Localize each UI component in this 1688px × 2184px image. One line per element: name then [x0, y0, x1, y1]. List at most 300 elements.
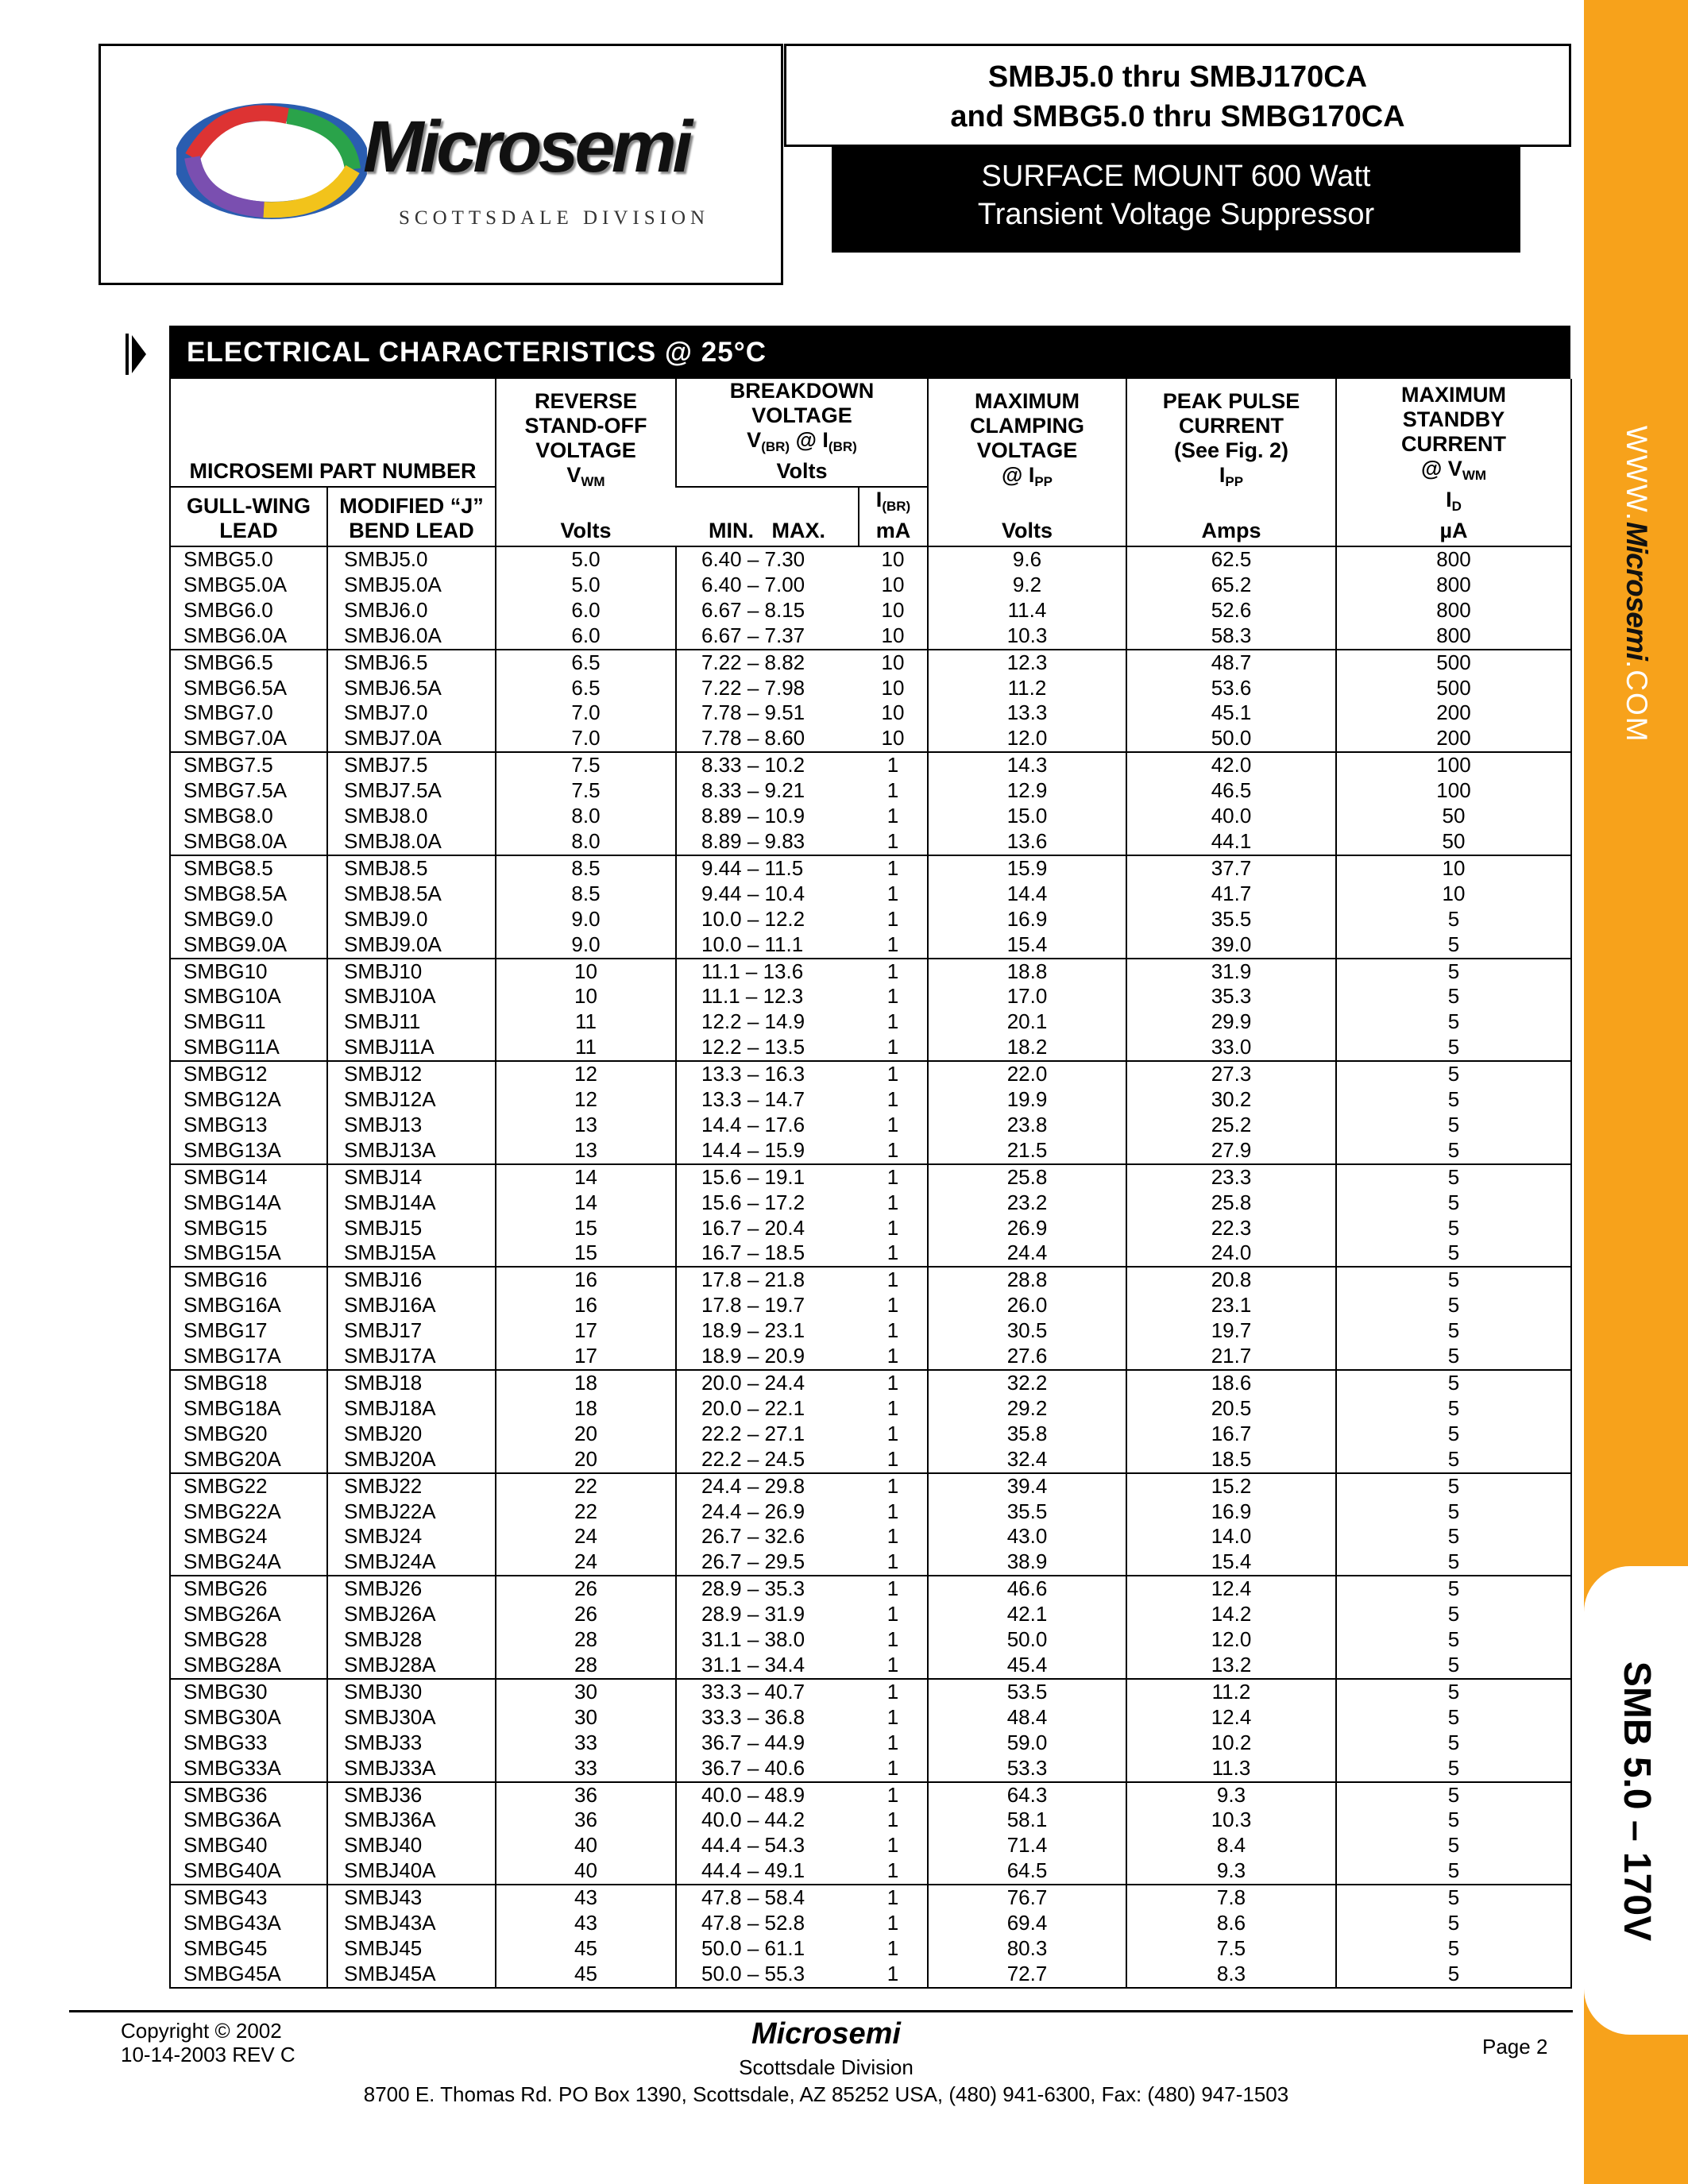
table-cell: 1: [859, 1782, 928, 1808]
table-row: [170, 598, 1571, 623]
table-cell: 13.3: [928, 700, 1126, 726]
table-cell: 1: [886, 1087, 899, 1112]
table-cell: 7.5: [496, 752, 676, 778]
table-cell: SMBG6.0: [183, 597, 273, 622]
table-cell: 12.9: [928, 778, 1126, 804]
table-cell: 20: [496, 1422, 676, 1447]
table-cell: SMBJ43A: [327, 1911, 496, 1936]
table-cell: 18.2: [928, 1035, 1126, 1061]
table-cell: SMBJ28A: [327, 1653, 496, 1679]
table-row: [170, 1267, 1571, 1293]
table-cell: 15.2: [1126, 1473, 1336, 1499]
electrical-characteristics: [169, 326, 1570, 1989]
table-cell: SMBG8.5A: [183, 881, 288, 905]
table-cell: SMBG5.0: [183, 547, 273, 571]
table-cell: 13.6: [928, 829, 1126, 855]
table-row: [170, 882, 1571, 907]
table-cell: 10.3: [928, 623, 1126, 650]
table-cell: 7.22 – 8.82: [676, 650, 859, 676]
table-cell: 10.0 – 11.1: [676, 932, 859, 959]
table-cell: 44.4 – 49.1: [676, 1858, 859, 1885]
table-cell: SMBJ8.5A: [327, 882, 496, 907]
table-cell: SMBG45: [183, 1935, 268, 1960]
table-cell: SMBJ40A: [327, 1858, 496, 1885]
table-cell: SMBG18: [170, 1370, 327, 1396]
table-cell: 5: [1336, 1087, 1571, 1113]
table-cell: 14.2: [1126, 1602, 1336, 1627]
table-cell: 10.2: [1126, 1731, 1336, 1756]
table-cell: 41.7: [1126, 882, 1336, 907]
table-cell: 5.0: [496, 573, 676, 598]
table-cell: 15: [496, 1241, 676, 1267]
table-cell: 1: [886, 881, 899, 905]
table-cell: 1: [886, 1755, 899, 1780]
table-cell: 10: [881, 597, 905, 622]
table-cell: 5: [1336, 1705, 1571, 1731]
table-cell: SMBJ28: [327, 1627, 496, 1653]
table-cell: 1: [859, 1679, 928, 1705]
table-cell: SMBJ18: [327, 1370, 496, 1396]
table-row: [170, 932, 1571, 959]
table-cell: 37.7: [1126, 855, 1336, 882]
table-cell: 59.0: [928, 1731, 1126, 1756]
table-cell: 5: [1336, 1113, 1571, 1138]
table-cell: SMBJ40: [327, 1833, 496, 1858]
table-cell: 5: [1336, 1808, 1571, 1833]
table-cell: 8.5: [496, 855, 676, 882]
table-cell: 62.5: [1126, 546, 1336, 573]
table-cell: 5: [1336, 984, 1571, 1009]
table-row: [170, 1164, 1571, 1190]
table-cell: SMBJ22: [327, 1473, 496, 1499]
table-cell: SMBJ6.5A: [327, 676, 496, 701]
table-cell: 14.4: [928, 882, 1126, 907]
table-row: [170, 1731, 1571, 1756]
table-cell: 42.0: [1126, 752, 1336, 778]
col-breakdown-minmax: MIN. MAX.: [676, 487, 859, 546]
table-cell: 500: [1336, 676, 1571, 701]
table-cell: 7.5: [1126, 1936, 1336, 1962]
table-row: [170, 1782, 1571, 1808]
table-cell: 5: [1336, 1447, 1571, 1473]
table-cell: 15.6 – 17.2: [676, 1190, 859, 1216]
table-row: [170, 804, 1571, 829]
table-cell: 6.5: [496, 676, 676, 701]
table-cell: SMBG40: [183, 1833, 268, 1858]
table-cell: 14: [496, 1164, 676, 1190]
table-cell: 71.4: [928, 1833, 1126, 1858]
table-cell: 5: [1336, 1962, 1571, 1988]
table-row: [170, 1962, 1571, 1988]
table-cell: 8.0: [496, 804, 676, 829]
table-cell: 24: [496, 1524, 676, 1549]
table-cell: 800: [1336, 598, 1571, 623]
table-row: [170, 1756, 1571, 1782]
table-cell: 8.89 – 9.83: [676, 829, 859, 855]
table-cell: 200: [1336, 726, 1571, 752]
table-cell: 7.78 – 9.51: [676, 700, 859, 726]
table-cell: 21.7: [1126, 1344, 1336, 1370]
table-cell: 50: [1336, 804, 1571, 829]
table-cell: 9.0: [496, 932, 676, 959]
footer-rule: [69, 2010, 1573, 2012]
table-row: [170, 1447, 1571, 1473]
table-cell: SMBG11: [183, 1009, 266, 1034]
subtitle-line-1: SURFACE MOUNT 600 Watt: [981, 160, 1371, 193]
table-cell: 5: [1336, 1858, 1571, 1885]
table-cell: SMBJ33A: [327, 1756, 496, 1782]
table-cell: 33.3 – 36.8: [676, 1705, 859, 1731]
table-cell: 16.7 – 20.4: [676, 1216, 859, 1241]
table-row: [170, 1499, 1571, 1525]
table-row: [170, 1216, 1571, 1241]
table-cell: 27.9: [1126, 1138, 1336, 1164]
table-cell: 1: [859, 1885, 928, 1911]
table-cell: 11.4: [928, 598, 1126, 623]
table-cell: 11.1 – 12.3: [676, 984, 859, 1009]
table-row: [170, 676, 1571, 701]
table-body: [170, 546, 1571, 1988]
table-cell: 1: [886, 932, 899, 956]
table-cell: SMBJ15A: [327, 1241, 496, 1267]
logo-wordmark: Microsemi: [363, 106, 689, 187]
table-row: [170, 1009, 1571, 1035]
table-cell: 8.6: [1126, 1911, 1336, 1936]
table-cell: SMBJ36A: [327, 1808, 496, 1833]
table-cell: SMBG9.0A: [183, 932, 288, 956]
table-cell: 6.5: [496, 650, 676, 676]
table-cell: SMBJ5.0A: [327, 573, 496, 598]
table-cell: 9.3: [1126, 1858, 1336, 1885]
table-cell: 28: [496, 1653, 676, 1679]
table-cell: 15: [496, 1216, 676, 1241]
table-cell: 40: [496, 1833, 676, 1858]
table-cell: 16.9: [1126, 1499, 1336, 1525]
table-cell: SMBG7.5A: [183, 778, 288, 803]
table-cell: 12.0: [1126, 1627, 1336, 1653]
table-cell: 45.1: [1126, 700, 1336, 726]
table-cell: 1: [886, 1524, 899, 1549]
table-cell: 8.33 – 9.21: [676, 778, 859, 804]
table-row: [170, 959, 1571, 985]
table-cell: 1: [859, 1370, 928, 1396]
table-cell: 10: [1336, 855, 1571, 882]
table-cell: SMBG16A: [183, 1293, 281, 1318]
table-cell: SMBJ7.5A: [327, 778, 496, 804]
table-cell: 35.3: [1126, 984, 1336, 1009]
table-cell: 1: [886, 1499, 899, 1523]
table-cell: 39.4: [928, 1473, 1126, 1499]
table-row: [170, 1190, 1571, 1216]
table-cell: SMBG7.0A: [183, 726, 288, 751]
table-cell: 1: [859, 1473, 928, 1499]
table-cell: SMBJ20: [327, 1422, 496, 1447]
table-cell: 9.44 – 10.4: [676, 882, 859, 907]
table-cell: 30.5: [928, 1318, 1126, 1344]
table-cell: 1: [886, 1808, 899, 1832]
table-row: [170, 1113, 1571, 1138]
table-cell: SMBG22A: [183, 1499, 281, 1523]
table-cell: 40.0 – 44.2: [676, 1808, 859, 1833]
table-cell: 9.2: [928, 573, 1126, 598]
table-row: [170, 1808, 1571, 1833]
table-cell: 11.2: [928, 676, 1126, 701]
footer-division: Scottsdale Division: [739, 2055, 914, 2079]
table-cell: 19.7: [1126, 1318, 1336, 1344]
col-peak-pulse-current: PEAK PULSE CURRENT (See Fig. 2) $I_{PP}$ Amps: [1126, 379, 1336, 546]
table-cell: 1: [886, 778, 899, 803]
table-cell: SMBG26: [170, 1576, 327, 1602]
table-cell: 50.0 – 55.3: [676, 1962, 859, 1988]
table-cell: 9.6: [928, 546, 1126, 573]
table-cell: SMBJ24: [327, 1524, 496, 1549]
table-cell: 1: [859, 959, 928, 985]
table-cell: 5: [1336, 1679, 1571, 1705]
table-cell: SMBG45A: [183, 1961, 281, 1985]
table-cell: 26: [496, 1576, 676, 1602]
table-cell: 5: [1336, 1731, 1571, 1756]
table-cell: SMBJ11A: [327, 1035, 496, 1061]
table-cell: 1: [886, 1035, 899, 1059]
table-cell: 39.0: [1126, 932, 1336, 959]
table-cell: SMBG9.0: [183, 906, 273, 931]
table-cell: 9.44 – 11.5: [676, 855, 859, 882]
table-cell: 32.2: [928, 1370, 1126, 1396]
table-cell: SMBJ6.5: [327, 650, 496, 676]
table-cell: 22.2 – 24.5: [676, 1447, 859, 1473]
table-cell: 17.0: [928, 984, 1126, 1009]
table-cell: 18.9 – 20.9: [676, 1344, 859, 1370]
table-cell: 10: [881, 726, 905, 751]
table-cell: 1: [886, 1293, 899, 1318]
table-cell: 14.4 – 17.6: [676, 1113, 859, 1138]
table-cell: SMBG10A: [183, 984, 281, 1009]
table-row: [170, 1293, 1571, 1318]
copyright: Copyright © 2002: [121, 2019, 282, 2043]
table-cell: 1: [886, 984, 899, 1009]
table-cell: SMBG18A: [183, 1395, 281, 1420]
table-cell: 5: [1336, 1216, 1571, 1241]
table-cell: 43.0: [928, 1524, 1126, 1549]
document-title: [784, 44, 1571, 147]
table-cell: 11.2: [1126, 1679, 1336, 1705]
table-cell: 16: [496, 1267, 676, 1293]
table-cell: 1: [886, 1215, 899, 1240]
table-cell: 1: [886, 1549, 899, 1574]
title-line-1: SMBJ5.0 thru SMBJ170CA: [987, 60, 1368, 94]
table-cell: 10: [496, 984, 676, 1009]
table-cell: 18.6: [1126, 1370, 1336, 1396]
table-cell: 24: [496, 1549, 676, 1576]
table-cell: 12.2 – 14.9: [676, 1009, 859, 1035]
table-cell: 5: [1336, 1061, 1571, 1087]
table-cell: 1: [886, 1935, 899, 1960]
table-cell: 16.7 – 18.5: [676, 1241, 859, 1267]
table-row: [170, 726, 1571, 752]
table-cell: 35.8: [928, 1422, 1126, 1447]
table-row: [170, 1627, 1571, 1653]
table-cell: 8.0: [496, 829, 676, 855]
table-cell: 1: [859, 752, 928, 778]
table-cell: 200: [1336, 700, 1571, 726]
table-row: [170, 1885, 1571, 1911]
table-cell: 38.9: [928, 1549, 1126, 1576]
table-cell: 8.5: [496, 882, 676, 907]
table-row: [170, 1370, 1571, 1396]
table-cell: 1: [886, 1704, 899, 1729]
table-cell: SMBJ14: [327, 1164, 496, 1190]
table-cell: 1: [886, 1395, 899, 1420]
table-cell: 26.7 – 32.6: [676, 1524, 859, 1549]
table-cell: SMBG6.5: [170, 650, 327, 676]
table-cell: 1: [886, 828, 899, 853]
col-standby-current: MAXIMUM STANDBY CURRENT @ $V_{WM}$ $I_D$ µA: [1336, 379, 1571, 546]
table-cell: SMBJ7.0A: [327, 726, 496, 752]
table-cell: 1: [886, 1344, 899, 1368]
table-cell: 800: [1336, 573, 1571, 598]
table-cell: 36: [496, 1808, 676, 1833]
table-cell: SMBJ45: [327, 1936, 496, 1962]
table-cell: 33.0: [1126, 1035, 1336, 1061]
table-cell: 1: [886, 1833, 899, 1858]
table-cell: 5: [1336, 1602, 1571, 1627]
table-cell: 5: [1336, 1241, 1571, 1267]
table-cell: 30.2: [1126, 1087, 1336, 1113]
table-cell: 7.22 – 7.98: [676, 676, 859, 701]
table-cell: 18.9 – 23.1: [676, 1318, 859, 1344]
table-cell: 100: [1336, 778, 1571, 804]
table-cell: SMBJ16A: [327, 1293, 496, 1318]
table-cell: 53.3: [928, 1756, 1126, 1782]
table-cell: 5: [1336, 1549, 1571, 1576]
table-cell: SMBG24: [183, 1524, 268, 1549]
table-cell: 5: [1336, 1009, 1571, 1035]
section-pointer-icon: [132, 335, 146, 373]
table-cell: SMBG8.5: [170, 855, 327, 882]
logo-box: [98, 44, 783, 285]
table-row: [170, 1396, 1571, 1422]
table-cell: SMBG16: [170, 1267, 327, 1293]
table-cell: 10: [496, 959, 676, 985]
table-cell: 50.0: [928, 1627, 1126, 1653]
table-cell: 20.0 – 22.1: [676, 1396, 859, 1422]
table-cell: 65.2: [1126, 573, 1336, 598]
col-breakdown-current: $I_{(BR)}$ mA: [859, 487, 928, 546]
side-url-suffix: .COM: [1620, 660, 1653, 743]
table-row: [170, 1549, 1571, 1576]
table-cell: 46.5: [1126, 778, 1336, 804]
table-row: [170, 573, 1571, 598]
table-cell: SMBJ10A: [327, 984, 496, 1009]
table-cell: SMBG15: [183, 1215, 268, 1240]
table-cell: 45: [496, 1936, 676, 1962]
table-cell: 5: [1336, 1190, 1571, 1216]
table-cell: 53.5: [928, 1679, 1126, 1705]
table-cell: 5: [1336, 1936, 1571, 1962]
table-cell: 5: [1336, 1524, 1571, 1549]
table-cell: 40.0: [1126, 804, 1336, 829]
table-cell: 31.9: [1126, 959, 1336, 985]
table-cell: 11: [496, 1035, 676, 1061]
table-cell: SMBG13: [183, 1112, 268, 1136]
table-cell: 45: [496, 1962, 676, 1988]
table-cell: 12: [496, 1087, 676, 1113]
table-cell: 10.0 – 12.2: [676, 907, 859, 932]
table-row: [170, 984, 1571, 1009]
table-cell: SMBG22: [170, 1473, 327, 1499]
table-cell: 30: [496, 1679, 676, 1705]
table-row: [170, 1653, 1571, 1679]
table-cell: 500: [1336, 650, 1571, 676]
table-cell: 15.0: [928, 804, 1126, 829]
table-cell: SMBG6.0A: [183, 623, 288, 647]
table-row: [170, 650, 1571, 676]
table-cell: 44.1: [1126, 829, 1336, 855]
table-cell: 5: [1336, 1576, 1571, 1602]
table-cell: SMBG33: [183, 1730, 268, 1754]
table-cell: 1: [886, 1730, 899, 1754]
table-cell: 10: [1336, 882, 1571, 907]
table-cell: 25.8: [928, 1164, 1126, 1190]
table-cell: SMBJ15: [327, 1216, 496, 1241]
table-cell: SMBJ11: [327, 1009, 496, 1035]
table-cell: 1: [886, 1652, 899, 1677]
table-cell: 17.8 – 19.7: [676, 1293, 859, 1318]
table-cell: 33: [496, 1756, 676, 1782]
table-cell: 64.3: [928, 1782, 1126, 1808]
table-cell: 16.7: [1126, 1422, 1336, 1447]
table-cell: 1: [886, 1421, 899, 1445]
table-cell: SMBJ13: [327, 1113, 496, 1138]
table-row: [170, 1858, 1571, 1885]
table-cell: SMBJ5.0: [327, 546, 496, 573]
table-cell: SMBJ22A: [327, 1499, 496, 1525]
subtitle-line-2: Transient Voltage Suppressor: [977, 198, 1375, 231]
table-cell: 8.89 – 10.9: [676, 804, 859, 829]
table-cell: 50.0: [1126, 726, 1336, 752]
table-cell: 1: [886, 1627, 899, 1652]
table-cell: 5: [1336, 1035, 1571, 1061]
table-cell: 5: [1336, 1911, 1571, 1936]
table-cell: 5: [1336, 932, 1571, 959]
table-cell: SMBJ30: [327, 1679, 496, 1705]
table-cell: 35.5: [1126, 907, 1336, 932]
table-cell: 33.3 – 40.7: [676, 1679, 859, 1705]
table-cell: SMBG24A: [183, 1549, 281, 1574]
table-cell: 52.6: [1126, 598, 1336, 623]
table-row: [170, 778, 1571, 804]
table-cell: SMBG36: [170, 1782, 327, 1808]
table-cell: 1: [859, 1164, 928, 1190]
table-row: [170, 907, 1571, 932]
footer-brand: Microsemi: [751, 2017, 901, 2051]
document-subtitle: [832, 147, 1520, 253]
table-cell: SMBG5.0A: [183, 572, 288, 596]
footer-left: [121, 2019, 295, 2066]
table-row: [170, 1344, 1571, 1370]
table-cell: 69.4: [928, 1911, 1126, 1936]
page-number: Page 2: [1482, 2035, 1548, 2059]
table-cell: 35.5: [928, 1499, 1126, 1525]
side-website: [1620, 426, 1653, 743]
table-cell: SMBJ36: [327, 1782, 496, 1808]
table-cell: 24.4 – 26.9: [676, 1499, 859, 1525]
table-cell: 17: [496, 1344, 676, 1370]
table-cell: 1: [886, 1911, 899, 1935]
table-cell: 6.67 – 8.15: [676, 598, 859, 623]
table-cell: 15.9: [928, 855, 1126, 882]
table-row: [170, 1473, 1571, 1499]
